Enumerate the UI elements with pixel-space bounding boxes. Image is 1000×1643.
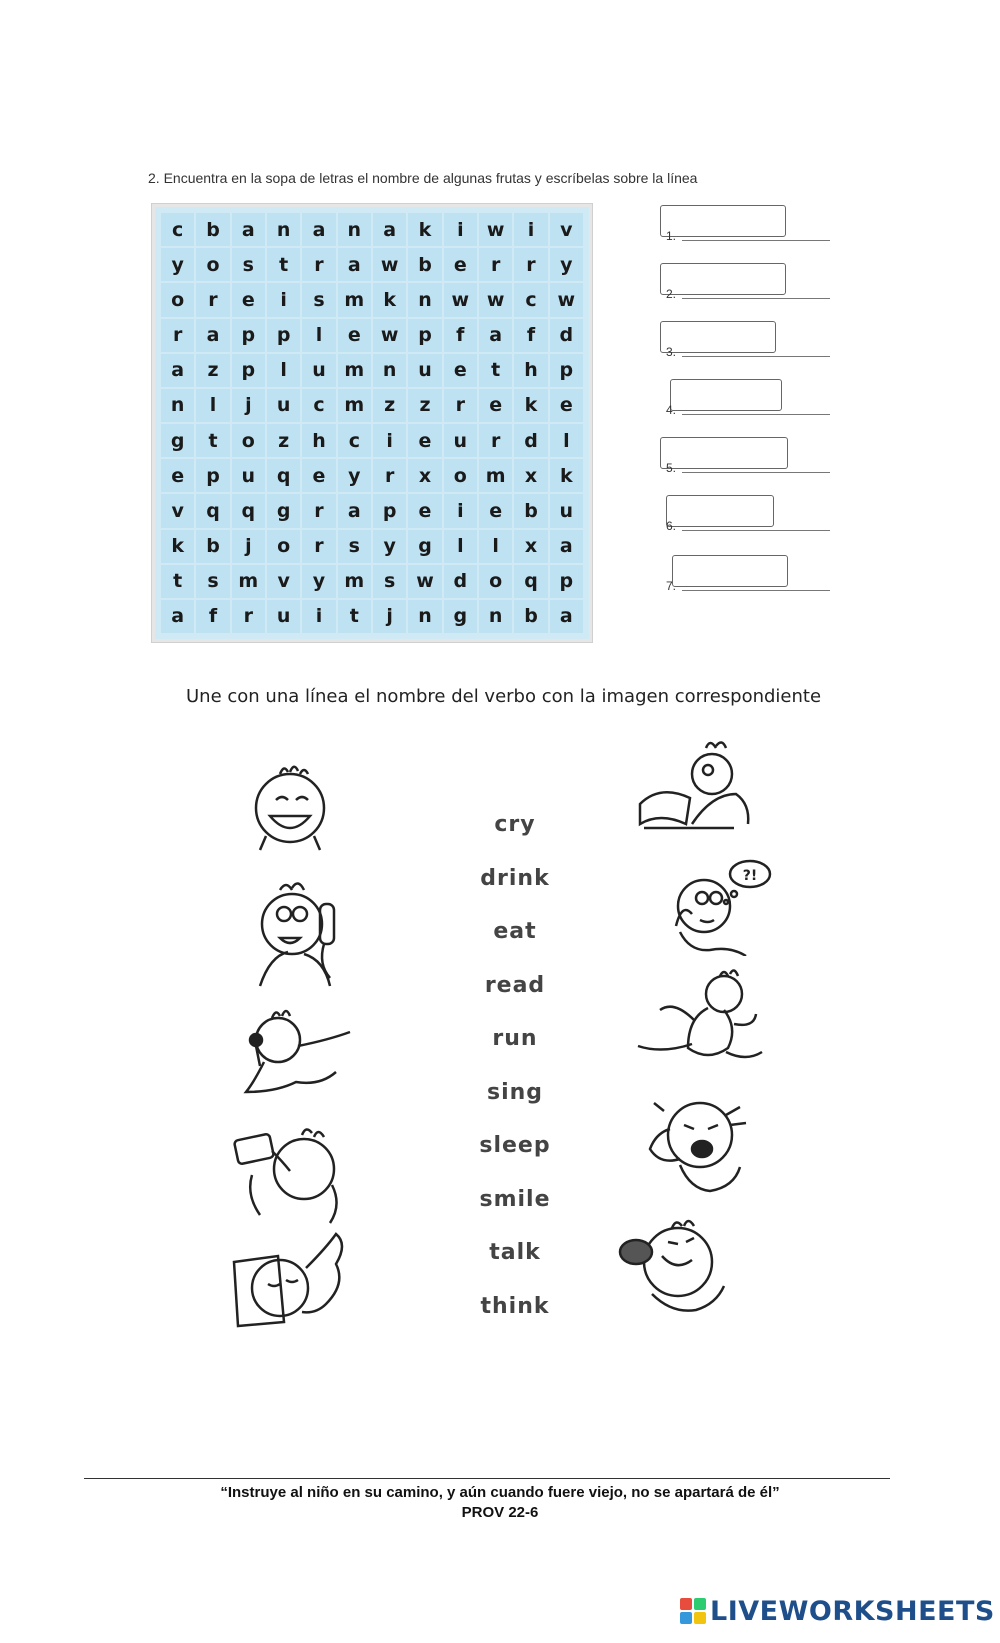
answer-line bbox=[682, 590, 830, 591]
grid-cell: f bbox=[196, 600, 229, 633]
answer-input[interactable] bbox=[660, 437, 788, 469]
grid-cell: z bbox=[373, 389, 406, 422]
grid-cell: a bbox=[338, 248, 371, 281]
grid-cell: u bbox=[302, 354, 335, 387]
answer-input[interactable] bbox=[660, 321, 776, 353]
grid-cell: e bbox=[550, 389, 583, 422]
eating-kid-icon bbox=[612, 1212, 732, 1322]
grid-cell: k bbox=[161, 530, 194, 563]
grid-cell: u bbox=[232, 459, 265, 492]
answer-number: 4. bbox=[666, 403, 677, 417]
grid-cell: c bbox=[161, 213, 194, 246]
grid-cell: r bbox=[302, 530, 335, 563]
answer-input[interactable] bbox=[660, 263, 786, 295]
grid-cell: r bbox=[302, 248, 335, 281]
grid-cell: l bbox=[444, 530, 477, 563]
grid-cell: e bbox=[408, 494, 441, 527]
grid-cell: r bbox=[479, 424, 512, 457]
drinking-kid-icon bbox=[232, 1115, 352, 1225]
grid-cell: b bbox=[408, 248, 441, 281]
grid-cell: b bbox=[196, 213, 229, 246]
grid-cell: o bbox=[196, 248, 229, 281]
grid-cell: q bbox=[196, 494, 229, 527]
grid-cell: z bbox=[196, 354, 229, 387]
grid-cell: r bbox=[196, 283, 229, 316]
grid-cell: m bbox=[338, 565, 371, 598]
answer-number: 5. bbox=[666, 461, 677, 475]
grid-cell: q bbox=[514, 565, 547, 598]
answer-line bbox=[682, 356, 830, 357]
answer-input[interactable] bbox=[660, 205, 786, 237]
grid-cell: a bbox=[161, 354, 194, 387]
grid-cell: i bbox=[444, 213, 477, 246]
grid-cell: l bbox=[479, 530, 512, 563]
grid-cell: u bbox=[267, 600, 300, 633]
answer-number: 2. bbox=[666, 287, 677, 301]
grid-cell: j bbox=[373, 600, 406, 633]
grid-cell: w bbox=[479, 213, 512, 246]
grid-cell: x bbox=[408, 459, 441, 492]
grid-cell: p bbox=[550, 565, 583, 598]
grid-cell: z bbox=[267, 424, 300, 457]
grid-cell: e bbox=[302, 459, 335, 492]
grid-cell: t bbox=[267, 248, 300, 281]
grid-cell: n bbox=[267, 213, 300, 246]
answer-input[interactable] bbox=[666, 495, 774, 527]
grid-cell: o bbox=[444, 459, 477, 492]
logo-mark-icon bbox=[680, 1598, 706, 1624]
answer-row bbox=[660, 437, 830, 477]
grid-cell: l bbox=[196, 389, 229, 422]
eat-picture bbox=[612, 1212, 732, 1322]
answer-number: 1. bbox=[666, 229, 677, 243]
grid-cell: q bbox=[232, 494, 265, 527]
grid-cell: i bbox=[444, 494, 477, 527]
talk-picture bbox=[240, 880, 352, 990]
grid-cell: d bbox=[550, 319, 583, 352]
think-bubble-text: ?! bbox=[742, 868, 758, 884]
grid-cell: u bbox=[444, 424, 477, 457]
grid-cell: x bbox=[514, 459, 547, 492]
grid-cell: r bbox=[161, 319, 194, 352]
grid-cell: e bbox=[444, 248, 477, 281]
grid-cell: t bbox=[196, 424, 229, 457]
smiling-kid-icon bbox=[240, 760, 340, 860]
brand-name: LIVEWORKSHEETS bbox=[710, 1595, 995, 1627]
grid-cell: j bbox=[232, 389, 265, 422]
grid-cell: a bbox=[550, 600, 583, 633]
grid-cell: g bbox=[161, 424, 194, 457]
think-picture bbox=[664, 856, 774, 956]
crying-kid-icon bbox=[640, 1085, 752, 1195]
grid-cell: i bbox=[514, 213, 547, 246]
grid-cell: g bbox=[267, 494, 300, 527]
grid-cell: s bbox=[338, 530, 371, 563]
grid-cell: s bbox=[302, 283, 335, 316]
grid-cell: q bbox=[267, 459, 300, 492]
grid-cell: r bbox=[373, 459, 406, 492]
grid-cell: c bbox=[302, 389, 335, 422]
grid-cell: c bbox=[514, 283, 547, 316]
grid-cell: s bbox=[232, 248, 265, 281]
grid-cell: e bbox=[479, 494, 512, 527]
grid-cell: e bbox=[232, 283, 265, 316]
grid-cell: j bbox=[232, 530, 265, 563]
verb-eat[interactable]: eat bbox=[493, 919, 537, 944]
grid-cell: a bbox=[550, 530, 583, 563]
grid-cell: t bbox=[338, 600, 371, 633]
grid-cell: k bbox=[550, 459, 583, 492]
answer-line bbox=[682, 298, 830, 299]
answer-row bbox=[660, 205, 830, 245]
grid-cell: g bbox=[444, 600, 477, 633]
grid-cell: d bbox=[514, 424, 547, 457]
verb-sleep[interactable]: sleep bbox=[479, 1133, 551, 1158]
grid-cell: n bbox=[161, 389, 194, 422]
reading-kid-icon bbox=[636, 740, 756, 840]
grid-cell: y bbox=[550, 248, 583, 281]
grid-cell: r bbox=[514, 248, 547, 281]
answer-line bbox=[682, 530, 830, 531]
grid-cell: e bbox=[479, 389, 512, 422]
thinking-kid-icon bbox=[664, 856, 774, 956]
footer-quote: “Instruye al niño en su camino, y aún cuando fuere viejo, no se apartará de él” bbox=[220, 1484, 780, 1501]
answer-row bbox=[660, 379, 830, 419]
word-search-grid bbox=[152, 204, 592, 642]
verb-sing[interactable]: sing bbox=[486, 1079, 544, 1105]
sing-picture bbox=[238, 1000, 358, 1100]
logo-mark-square bbox=[694, 1598, 706, 1610]
grid-cell: p bbox=[267, 319, 300, 352]
grid-cell: p bbox=[408, 319, 441, 352]
answer-line bbox=[682, 414, 830, 415]
grid-cell: h bbox=[302, 424, 335, 457]
grid-cell: n bbox=[373, 354, 406, 387]
grid-cell: w bbox=[373, 319, 406, 352]
grid-cell: b bbox=[196, 530, 229, 563]
grid-cell: u bbox=[267, 389, 300, 422]
verb-talk[interactable]: talk bbox=[489, 1240, 541, 1265]
grid-cell: r bbox=[232, 600, 265, 633]
matching-instruction: Une con una línea el nombre del verbo con la imagen correspondiente bbox=[186, 686, 822, 707]
talking-phone-icon bbox=[240, 880, 352, 990]
grid-cell: k bbox=[514, 389, 547, 422]
grid-cell: g bbox=[408, 530, 441, 563]
grid-cell: t bbox=[161, 565, 194, 598]
grid-cell: a bbox=[479, 319, 512, 352]
grid-cell: s bbox=[373, 565, 406, 598]
answer-number: 6. bbox=[666, 519, 677, 533]
grid-cell: m bbox=[479, 459, 512, 492]
grid-cell: i bbox=[302, 600, 335, 633]
verb-smile[interactable]: smile bbox=[479, 1186, 551, 1212]
grid-cell: y bbox=[302, 565, 335, 598]
grid-cell: u bbox=[408, 354, 441, 387]
grid-cell: v bbox=[161, 494, 194, 527]
grid-cell: v bbox=[550, 213, 583, 246]
answer-input[interactable] bbox=[672, 555, 788, 587]
answer-line bbox=[682, 472, 830, 473]
grid-cell: s bbox=[196, 565, 229, 598]
read-picture bbox=[636, 740, 756, 840]
running-kid-icon bbox=[634, 968, 764, 1068]
grid-cell: l bbox=[550, 424, 583, 457]
grid-cell: r bbox=[479, 248, 512, 281]
grid-cell: r bbox=[444, 389, 477, 422]
grid-cell: b bbox=[514, 600, 547, 633]
grid-cell: u bbox=[550, 494, 583, 527]
verb-think[interactable]: think bbox=[480, 1293, 550, 1319]
verb-read[interactable]: read bbox=[484, 972, 546, 998]
cry-picture bbox=[640, 1085, 752, 1195]
answer-row bbox=[660, 495, 830, 535]
sleep-picture bbox=[228, 1228, 352, 1328]
answer-row bbox=[660, 263, 830, 303]
drink-picture bbox=[232, 1115, 352, 1225]
footer-divider bbox=[84, 1478, 890, 1479]
grid-cell: a bbox=[373, 213, 406, 246]
logo-mark-square bbox=[680, 1598, 692, 1610]
verb-cry[interactable]: cry bbox=[494, 812, 536, 837]
grid-cell: n bbox=[408, 283, 441, 316]
grid-cell: m bbox=[338, 389, 371, 422]
grid-cell: t bbox=[479, 354, 512, 387]
grid-cell: y bbox=[161, 248, 194, 281]
answer-line bbox=[682, 240, 830, 241]
grid-cell: m bbox=[338, 354, 371, 387]
grid-cell: n bbox=[479, 600, 512, 633]
grid-cell: i bbox=[373, 424, 406, 457]
grid-cell: w bbox=[408, 565, 441, 598]
grid-cell: f bbox=[444, 319, 477, 352]
liveworksheets-logo bbox=[680, 1594, 995, 1628]
grid-cell: o bbox=[161, 283, 194, 316]
grid-cell: y bbox=[373, 530, 406, 563]
verb-drink[interactable]: drink bbox=[480, 865, 550, 891]
answer-input[interactable] bbox=[670, 379, 782, 411]
grid-cell: a bbox=[338, 494, 371, 527]
grid-cell: k bbox=[408, 213, 441, 246]
grid-cell: e bbox=[338, 319, 371, 352]
grid-cell: e bbox=[408, 424, 441, 457]
grid-cell: k bbox=[373, 283, 406, 316]
grid-cell: w bbox=[373, 248, 406, 281]
grid-cell: a bbox=[196, 319, 229, 352]
grid-cell: i bbox=[267, 283, 300, 316]
grid-cell: m bbox=[232, 565, 265, 598]
grid-cell: b bbox=[514, 494, 547, 527]
grid-cell: v bbox=[267, 565, 300, 598]
grid-cell: a bbox=[302, 213, 335, 246]
grid-cell: z bbox=[408, 389, 441, 422]
logo-mark-square bbox=[680, 1612, 692, 1624]
grid-cell: n bbox=[408, 600, 441, 633]
footer-reference: PROV 22-6 bbox=[461, 1504, 539, 1521]
grid-cell: o bbox=[479, 565, 512, 598]
grid-cell: o bbox=[267, 530, 300, 563]
smile-picture bbox=[240, 760, 340, 860]
grid-cell: l bbox=[267, 354, 300, 387]
grid-cell: o bbox=[232, 424, 265, 457]
grid-cell: p bbox=[196, 459, 229, 492]
grid-cell: h bbox=[514, 354, 547, 387]
grid-cell: p bbox=[550, 354, 583, 387]
grid-cell: a bbox=[232, 213, 265, 246]
grid-cell: a bbox=[161, 600, 194, 633]
answer-row bbox=[660, 321, 830, 361]
grid-cell: w bbox=[550, 283, 583, 316]
grid-cell: p bbox=[373, 494, 406, 527]
instruction-text: 2. Encuentra en la sopa de letras el nombre de algunas frutas y escríbelas sobre la línea bbox=[148, 170, 698, 186]
answer-row bbox=[660, 555, 830, 595]
grid-cell: w bbox=[444, 283, 477, 316]
grid-cell: n bbox=[338, 213, 371, 246]
verb-run[interactable]: run bbox=[492, 1026, 538, 1051]
grid-cell: y bbox=[338, 459, 371, 492]
grid-cell: e bbox=[161, 459, 194, 492]
grid-cell: p bbox=[232, 319, 265, 352]
grid-cell: p bbox=[232, 354, 265, 387]
grid-cell: c bbox=[338, 424, 371, 457]
answer-number: 3. bbox=[666, 345, 677, 359]
run-picture bbox=[634, 968, 764, 1068]
grid-cell: m bbox=[338, 283, 371, 316]
grid-cell: e bbox=[444, 354, 477, 387]
answer-number: 7. bbox=[666, 579, 677, 593]
logo-mark-square bbox=[694, 1612, 706, 1624]
grid-cell: l bbox=[302, 319, 335, 352]
grid-cell: d bbox=[444, 565, 477, 598]
singing-kid-icon bbox=[238, 1000, 358, 1100]
grid-cell: r bbox=[302, 494, 335, 527]
grid-cell: x bbox=[514, 530, 547, 563]
sleeping-kid-icon bbox=[228, 1228, 352, 1328]
grid-cell: w bbox=[479, 283, 512, 316]
grid-cell: f bbox=[514, 319, 547, 352]
